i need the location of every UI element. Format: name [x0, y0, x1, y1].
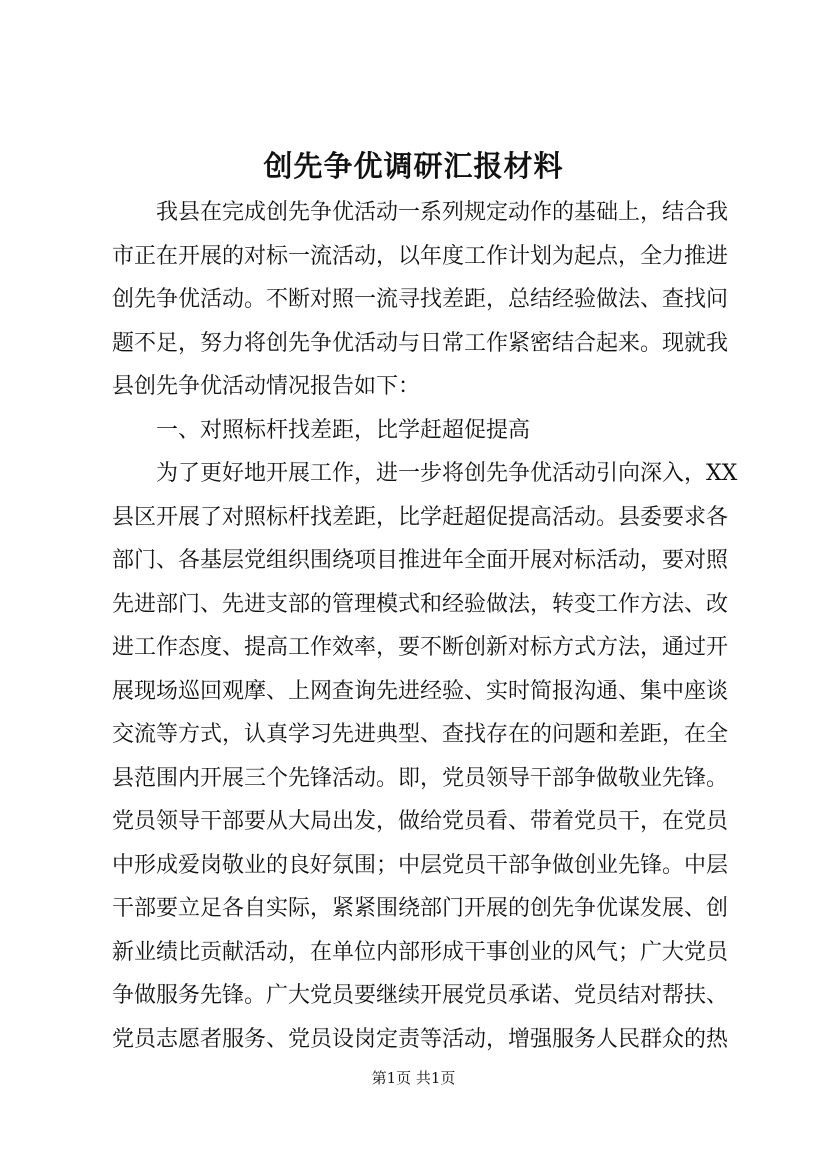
paragraph-line: 市正在开展的对标一流活动，以年度工作计划为起点，全力推进: [112, 243, 729, 269]
paragraph-line: 党员志愿者服务、党员设岗定责等活动，增强服务人民群众的热: [112, 1026, 729, 1052]
paragraph-line: 县范围内开展三个先锋活动。即，党员领导干部争做敬业先锋。: [112, 765, 729, 791]
paragraph-line: 题不足，努力将创先争优活动与日常工作紧密结合起来。现就我: [112, 330, 729, 356]
paragraph-line: 县区开展了对照标杆找差距，比学赶超促提高活动。县委要求各: [112, 504, 729, 530]
paragraph-line: 创先争优活动。不断对照一流寻找差距，总结经验做法、查找问: [112, 287, 729, 312]
document-title: 创先争优调研汇报材料: [263, 149, 564, 183]
page-footer: 第1页 共1页: [371, 1069, 456, 1087]
paragraph-line: 新业绩比贡献活动，在单位内部形成干事创业的风气；广大党员: [112, 939, 729, 965]
paragraph-line: 党员领导干部要从大局出发，做给党员看、带着党员干，在党员: [112, 809, 729, 834]
paragraph-line: 为了更好地开展工作，进一步将创先争优活动引向深入，XX: [156, 461, 738, 486]
paragraph-line: 争做服务先锋。广大党员要继续开展党员承诺、党员结对帮扶、: [112, 983, 729, 1008]
paragraph-line: 展现场巡回观摩、上网查询先进经验、实时简报沟通、集中座谈: [112, 678, 729, 704]
paragraph-line: 进工作态度、提高工作效率，要不断创新对标方式方法，通过开: [112, 635, 729, 660]
paragraph-line: 交流等方式，认真学习先进典型、查找存在的问题和差距，在全: [112, 722, 729, 747]
paragraph-line: 中形成爱岗敬业的良好氛围；中层党员干部争做创业先锋。中层: [112, 852, 729, 878]
paragraph-line: 我县在完成创先争优活动一系列规定动作的基础上，结合我: [156, 200, 729, 225]
section-heading: 一、对照标杆找差距，比学赶超促提高: [156, 417, 531, 443]
document-body: [112, 191, 738, 1061]
paragraph-line: 干部要立足各自实际，紧紧围绕部门开展的创先争优谋发展、创: [112, 896, 729, 921]
paragraph-line: 先进部门、先进支部的管理模式和经验做法，转变工作方法、改: [112, 591, 729, 617]
paragraph-line: 县创先争优活动情况报告如下：: [112, 374, 421, 399]
paragraph-line: 部门、各基层党组织围绕项目推进年全面开展对标活动，要对照: [112, 548, 729, 573]
